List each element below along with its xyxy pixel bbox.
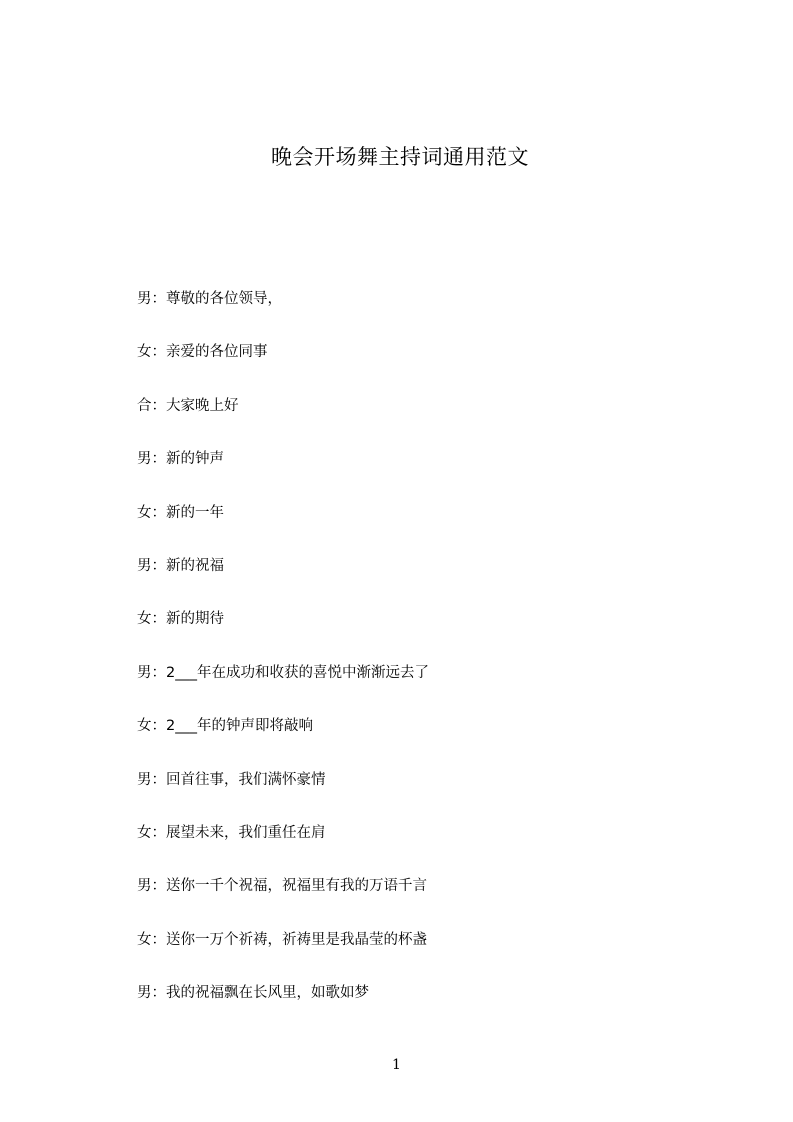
script-line: 男：新的祝福 [137, 557, 224, 574]
script-line: 男：送你一千个祝福，祝福里有我的万语千言 [137, 878, 427, 895]
script-line: 男：尊敬的各位领导， [137, 291, 282, 307]
script-line: 女：亲爱的各位同事 [137, 344, 268, 361]
script-line: 男：2___年在成功和收获的喜悦中渐渐远去了 [137, 664, 429, 681]
script-line: 男：我的祝福飘在长风里，如歌如梦 [137, 985, 369, 1002]
script-lines [137, 288, 429, 1035]
page-number: 1 [392, 1057, 401, 1073]
script-line: 女：2___年的钟声即将敲响 [137, 718, 313, 735]
script-line: 女：新的期待 [137, 611, 224, 628]
script-line: 女：展望未来，我们重任在肩 [137, 824, 326, 841]
script-line: 女：新的一年 [137, 504, 224, 521]
script-line: 女：送你一万个祈祷，祈祷里是我晶莹的杯盏 [137, 931, 427, 948]
script-line: 合：大家晚上好 [137, 397, 239, 414]
script-line: 男：回首往事，我们满怀豪情 [137, 771, 326, 788]
document-title: 晚会开场舞主持词通用范文 [271, 145, 529, 169]
script-line: 男：新的钟声 [137, 451, 224, 468]
